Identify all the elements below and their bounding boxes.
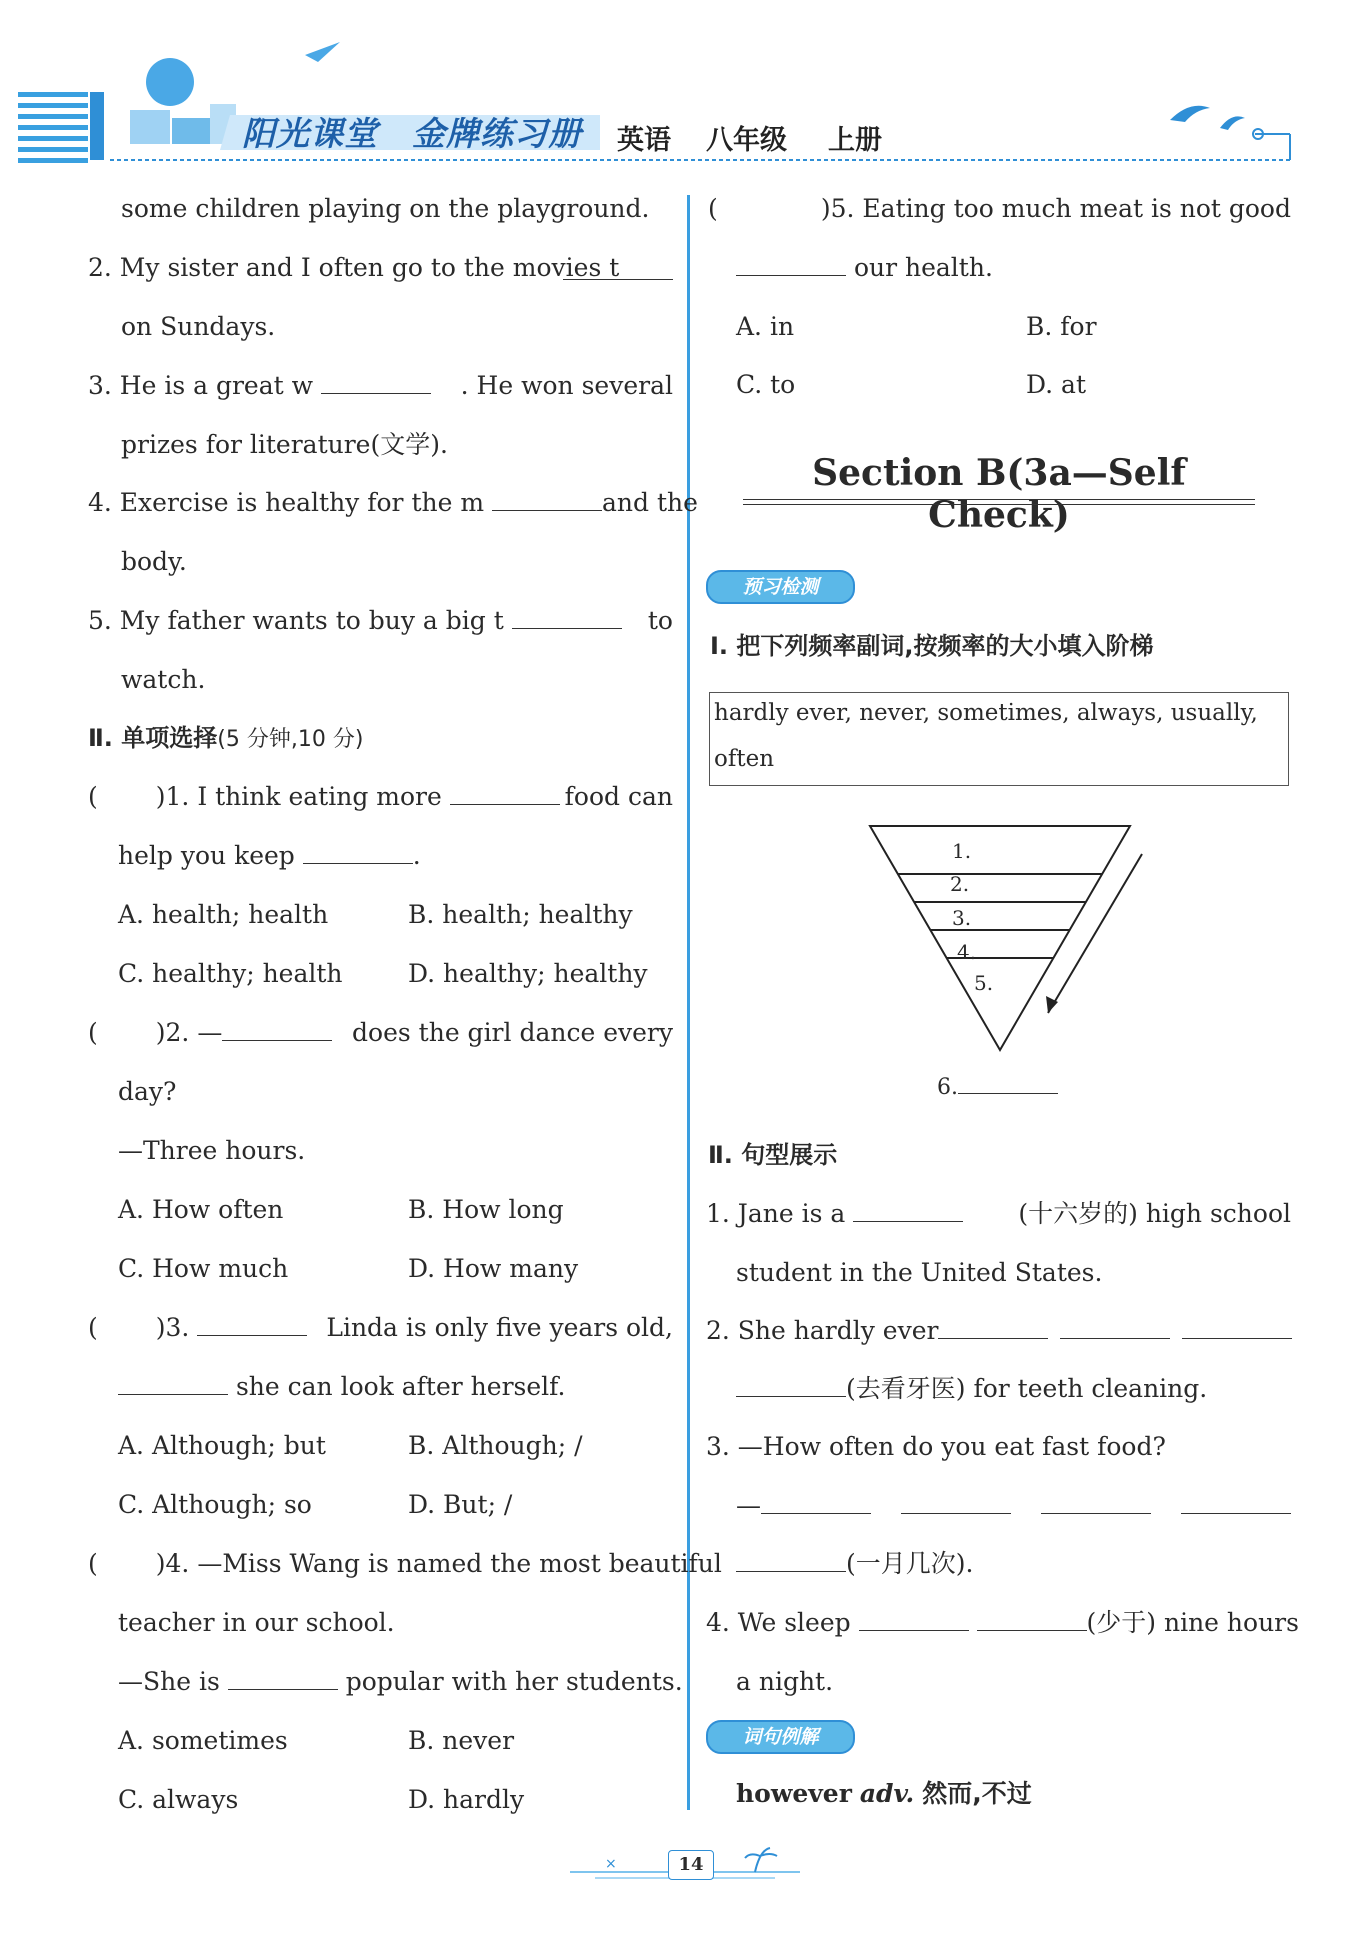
mc-question-2 bbox=[88, 1018, 673, 1048]
vocab-pos: adv. bbox=[859, 1779, 915, 1808]
question-text: food can bbox=[564, 782, 673, 811]
question-text: to bbox=[647, 606, 673, 635]
ladder-step-4: 4. bbox=[957, 940, 977, 964]
question-text: 5. My father wants to buy a big t bbox=[88, 606, 504, 635]
mc-question-1 bbox=[88, 782, 673, 812]
question-text: )5. Eating too much meat is not good bbox=[820, 194, 1291, 223]
question-text: and the bbox=[602, 488, 698, 517]
question-text: )4. —Miss Wang is named the most beautiful bbox=[155, 1549, 722, 1578]
question-line: a night. bbox=[736, 1667, 834, 1696]
answer-blank[interactable] bbox=[197, 1313, 307, 1336]
section-heading: Ⅱ. 句型展示 bbox=[708, 1141, 838, 1169]
section-heading: Ⅰ. 把下列频率副词,按频率的大小填入阶梯 bbox=[710, 632, 1154, 660]
sentence-2 bbox=[706, 1316, 1291, 1346]
paren: ( bbox=[708, 194, 718, 223]
answer-blank[interactable] bbox=[977, 1608, 1087, 1631]
answer-blank[interactable] bbox=[512, 606, 622, 629]
text-line: body. bbox=[121, 547, 187, 576]
question-line: —Three hours. bbox=[118, 1136, 306, 1165]
page-number: 14 bbox=[678, 1854, 704, 1875]
answer-blank[interactable] bbox=[853, 1199, 963, 1222]
question-text: (去看牙医) for teeth cleaning. bbox=[846, 1374, 1208, 1403]
vocab-meaning: 然而,不过 bbox=[922, 1779, 1032, 1808]
section-title: Ⅱ. 单项选择 bbox=[88, 724, 218, 752]
subject-label: 英语 bbox=[617, 125, 671, 156]
answer-blank[interactable] bbox=[761, 1491, 871, 1514]
brand-title: 阳光课堂 bbox=[242, 114, 378, 153]
answer-blank[interactable] bbox=[736, 1549, 846, 1572]
answer-blank[interactable] bbox=[492, 488, 602, 511]
grade-label: 八年级 bbox=[706, 125, 787, 156]
question-line bbox=[736, 253, 993, 283]
option-c[interactable]: C. healthy; health bbox=[118, 959, 343, 988]
ladder-step-6 bbox=[937, 1071, 1058, 1103]
ladder-label: 6. bbox=[937, 1075, 958, 1100]
paren: ( bbox=[88, 1313, 98, 1342]
answer-blank[interactable] bbox=[303, 841, 413, 864]
option-c[interactable]: C. to bbox=[736, 370, 796, 399]
option-b[interactable]: B. never bbox=[408, 1726, 515, 1755]
answer-blank[interactable] bbox=[450, 782, 560, 805]
section-heading bbox=[88, 723, 363, 755]
section-title: Section B(3a—Self Check) bbox=[812, 452, 1186, 536]
question-line: student in the United States. bbox=[736, 1258, 1103, 1287]
option-b[interactable]: B. for bbox=[1026, 312, 1097, 341]
answer-blank[interactable] bbox=[938, 1316, 1048, 1339]
text-line: on Sundays. bbox=[121, 312, 276, 341]
answer-blank[interactable] bbox=[1181, 1491, 1291, 1514]
question-line bbox=[736, 1374, 1207, 1404]
badge-label: 词句例解 bbox=[742, 1726, 819, 1748]
question-line bbox=[736, 1491, 1291, 1521]
question-text: (十六岁的) high school bbox=[1018, 1199, 1291, 1228]
svg-text:×: × bbox=[605, 1856, 617, 1872]
option-d[interactable]: D. healthy; healthy bbox=[408, 959, 648, 988]
question-line bbox=[118, 841, 421, 871]
title-underline bbox=[743, 504, 1255, 505]
answer-blank[interactable] bbox=[563, 279, 673, 280]
answer-blank[interactable] bbox=[901, 1491, 1011, 1514]
word-box-line: hardly ever, never, sometimes, always, usually, bbox=[714, 700, 1258, 726]
page-number-box bbox=[668, 1850, 714, 1880]
title-underline bbox=[743, 499, 1255, 500]
question-text: (一月几次). bbox=[846, 1549, 974, 1578]
answer-blank[interactable] bbox=[1182, 1316, 1292, 1339]
option-a[interactable]: A. health; health bbox=[118, 900, 329, 929]
ladder-step-1: 1. bbox=[952, 839, 972, 863]
ladder-step-3: 3. bbox=[952, 906, 972, 930]
answer-blank[interactable] bbox=[321, 371, 431, 394]
question-text: popular with her students. bbox=[345, 1667, 683, 1696]
question-text: (少于) nine hours bbox=[1086, 1608, 1299, 1637]
question-text: Linda is only five years old, bbox=[326, 1313, 673, 1342]
mc-question-5 bbox=[708, 194, 1291, 224]
answer-blank[interactable] bbox=[736, 253, 846, 276]
question-line bbox=[736, 1549, 973, 1579]
option-d[interactable]: D. But; / bbox=[408, 1490, 513, 1519]
question-line bbox=[118, 1372, 565, 1402]
option-c[interactable]: C. How much bbox=[118, 1254, 289, 1283]
mc-question-4 bbox=[88, 1549, 722, 1579]
paren: ( bbox=[88, 1018, 98, 1047]
question-line: day? bbox=[118, 1077, 177, 1106]
question-text: 2. She hardly ever bbox=[706, 1316, 939, 1345]
vocab-word: however bbox=[736, 1779, 852, 1808]
sentence-1 bbox=[706, 1199, 1291, 1229]
word-box bbox=[709, 692, 1289, 786]
volume-label: 上册 bbox=[828, 125, 882, 156]
option-a[interactable]: A. sometimes bbox=[118, 1726, 288, 1755]
question-text: does the girl dance every bbox=[352, 1018, 673, 1047]
vocab-entry bbox=[736, 1779, 1032, 1809]
text-line: prizes for literature(文学). bbox=[121, 430, 448, 459]
option-c[interactable]: C. Although; so bbox=[118, 1490, 312, 1519]
question-text: 4. We sleep bbox=[706, 1608, 851, 1637]
header-decoration-graphic bbox=[0, 0, 1350, 170]
option-b[interactable]: B. health; healthy bbox=[408, 900, 633, 929]
page-header bbox=[0, 0, 1350, 170]
punct: . bbox=[412, 841, 421, 870]
question-text: 4. Exercise is healthy for the m bbox=[88, 488, 485, 517]
word-box-line: often bbox=[714, 746, 775, 772]
option-d[interactable]: D. hardly bbox=[408, 1785, 525, 1814]
dash: — bbox=[736, 1491, 761, 1520]
question-line: teacher in our school. bbox=[118, 1608, 395, 1637]
ladder-step-5: 5. bbox=[974, 971, 994, 995]
option-c[interactable]: C. always bbox=[118, 1785, 239, 1814]
option-b[interactable]: B. Although; / bbox=[408, 1431, 583, 1460]
sentence-3: 3. —How often do you eat fast food? bbox=[706, 1432, 1166, 1461]
question-line bbox=[118, 1667, 683, 1697]
question-text: —She is bbox=[118, 1667, 220, 1696]
paren: ( bbox=[88, 1549, 98, 1578]
question-text: 2. My sister and I often go to the movies t bbox=[88, 253, 620, 282]
question-text: 1. Jane is a bbox=[706, 1199, 846, 1228]
frequency-ladder bbox=[860, 818, 1160, 1078]
option-a[interactable]: A. How often bbox=[118, 1195, 284, 1224]
option-d[interactable]: D. How many bbox=[408, 1254, 579, 1283]
question-2 bbox=[88, 253, 619, 283]
question-5 bbox=[88, 606, 673, 636]
option-b[interactable]: B. How long bbox=[408, 1195, 564, 1224]
sentence-4 bbox=[706, 1608, 1299, 1638]
question-text: . He won several bbox=[460, 371, 673, 400]
badge-label: 预习检测 bbox=[742, 576, 819, 598]
answer-blank[interactable] bbox=[1041, 1491, 1151, 1514]
section-time: (5 分钟,10 分) bbox=[217, 727, 364, 752]
text-line: some children playing on the playground. bbox=[121, 194, 650, 223]
answer-blank[interactable] bbox=[859, 1608, 969, 1631]
book-title: 金牌练习册 bbox=[412, 114, 582, 153]
question-text: )1. I think eating more bbox=[155, 782, 442, 811]
question-3 bbox=[88, 371, 673, 401]
answer-blank[interactable] bbox=[228, 1667, 338, 1690]
answer-blank[interactable] bbox=[736, 1374, 846, 1397]
answer-blank[interactable] bbox=[958, 1071, 1058, 1094]
answer-blank[interactable] bbox=[222, 1018, 332, 1041]
option-a[interactable]: A. Although; but bbox=[118, 1431, 326, 1460]
text-line: watch. bbox=[121, 665, 206, 694]
mc-question-3 bbox=[88, 1313, 673, 1343]
question-text: our health. bbox=[853, 253, 993, 282]
question-text: she can look after herself. bbox=[235, 1372, 566, 1401]
examples-badge bbox=[706, 1720, 855, 1754]
answer-blank[interactable] bbox=[118, 1372, 228, 1395]
question-4 bbox=[88, 488, 698, 518]
question-text: 3. He is a great w bbox=[88, 371, 314, 400]
question-text: )3. bbox=[155, 1313, 190, 1342]
paren: ( bbox=[88, 782, 98, 811]
answer-blank[interactable] bbox=[1060, 1316, 1170, 1339]
option-d[interactable]: D. at bbox=[1026, 370, 1086, 399]
ladder-step-2: 2. bbox=[950, 872, 970, 896]
question-text: )2. — bbox=[155, 1018, 223, 1047]
preview-badge bbox=[706, 570, 855, 604]
option-a[interactable]: A. in bbox=[736, 312, 795, 341]
question-text: help you keep bbox=[118, 841, 295, 870]
